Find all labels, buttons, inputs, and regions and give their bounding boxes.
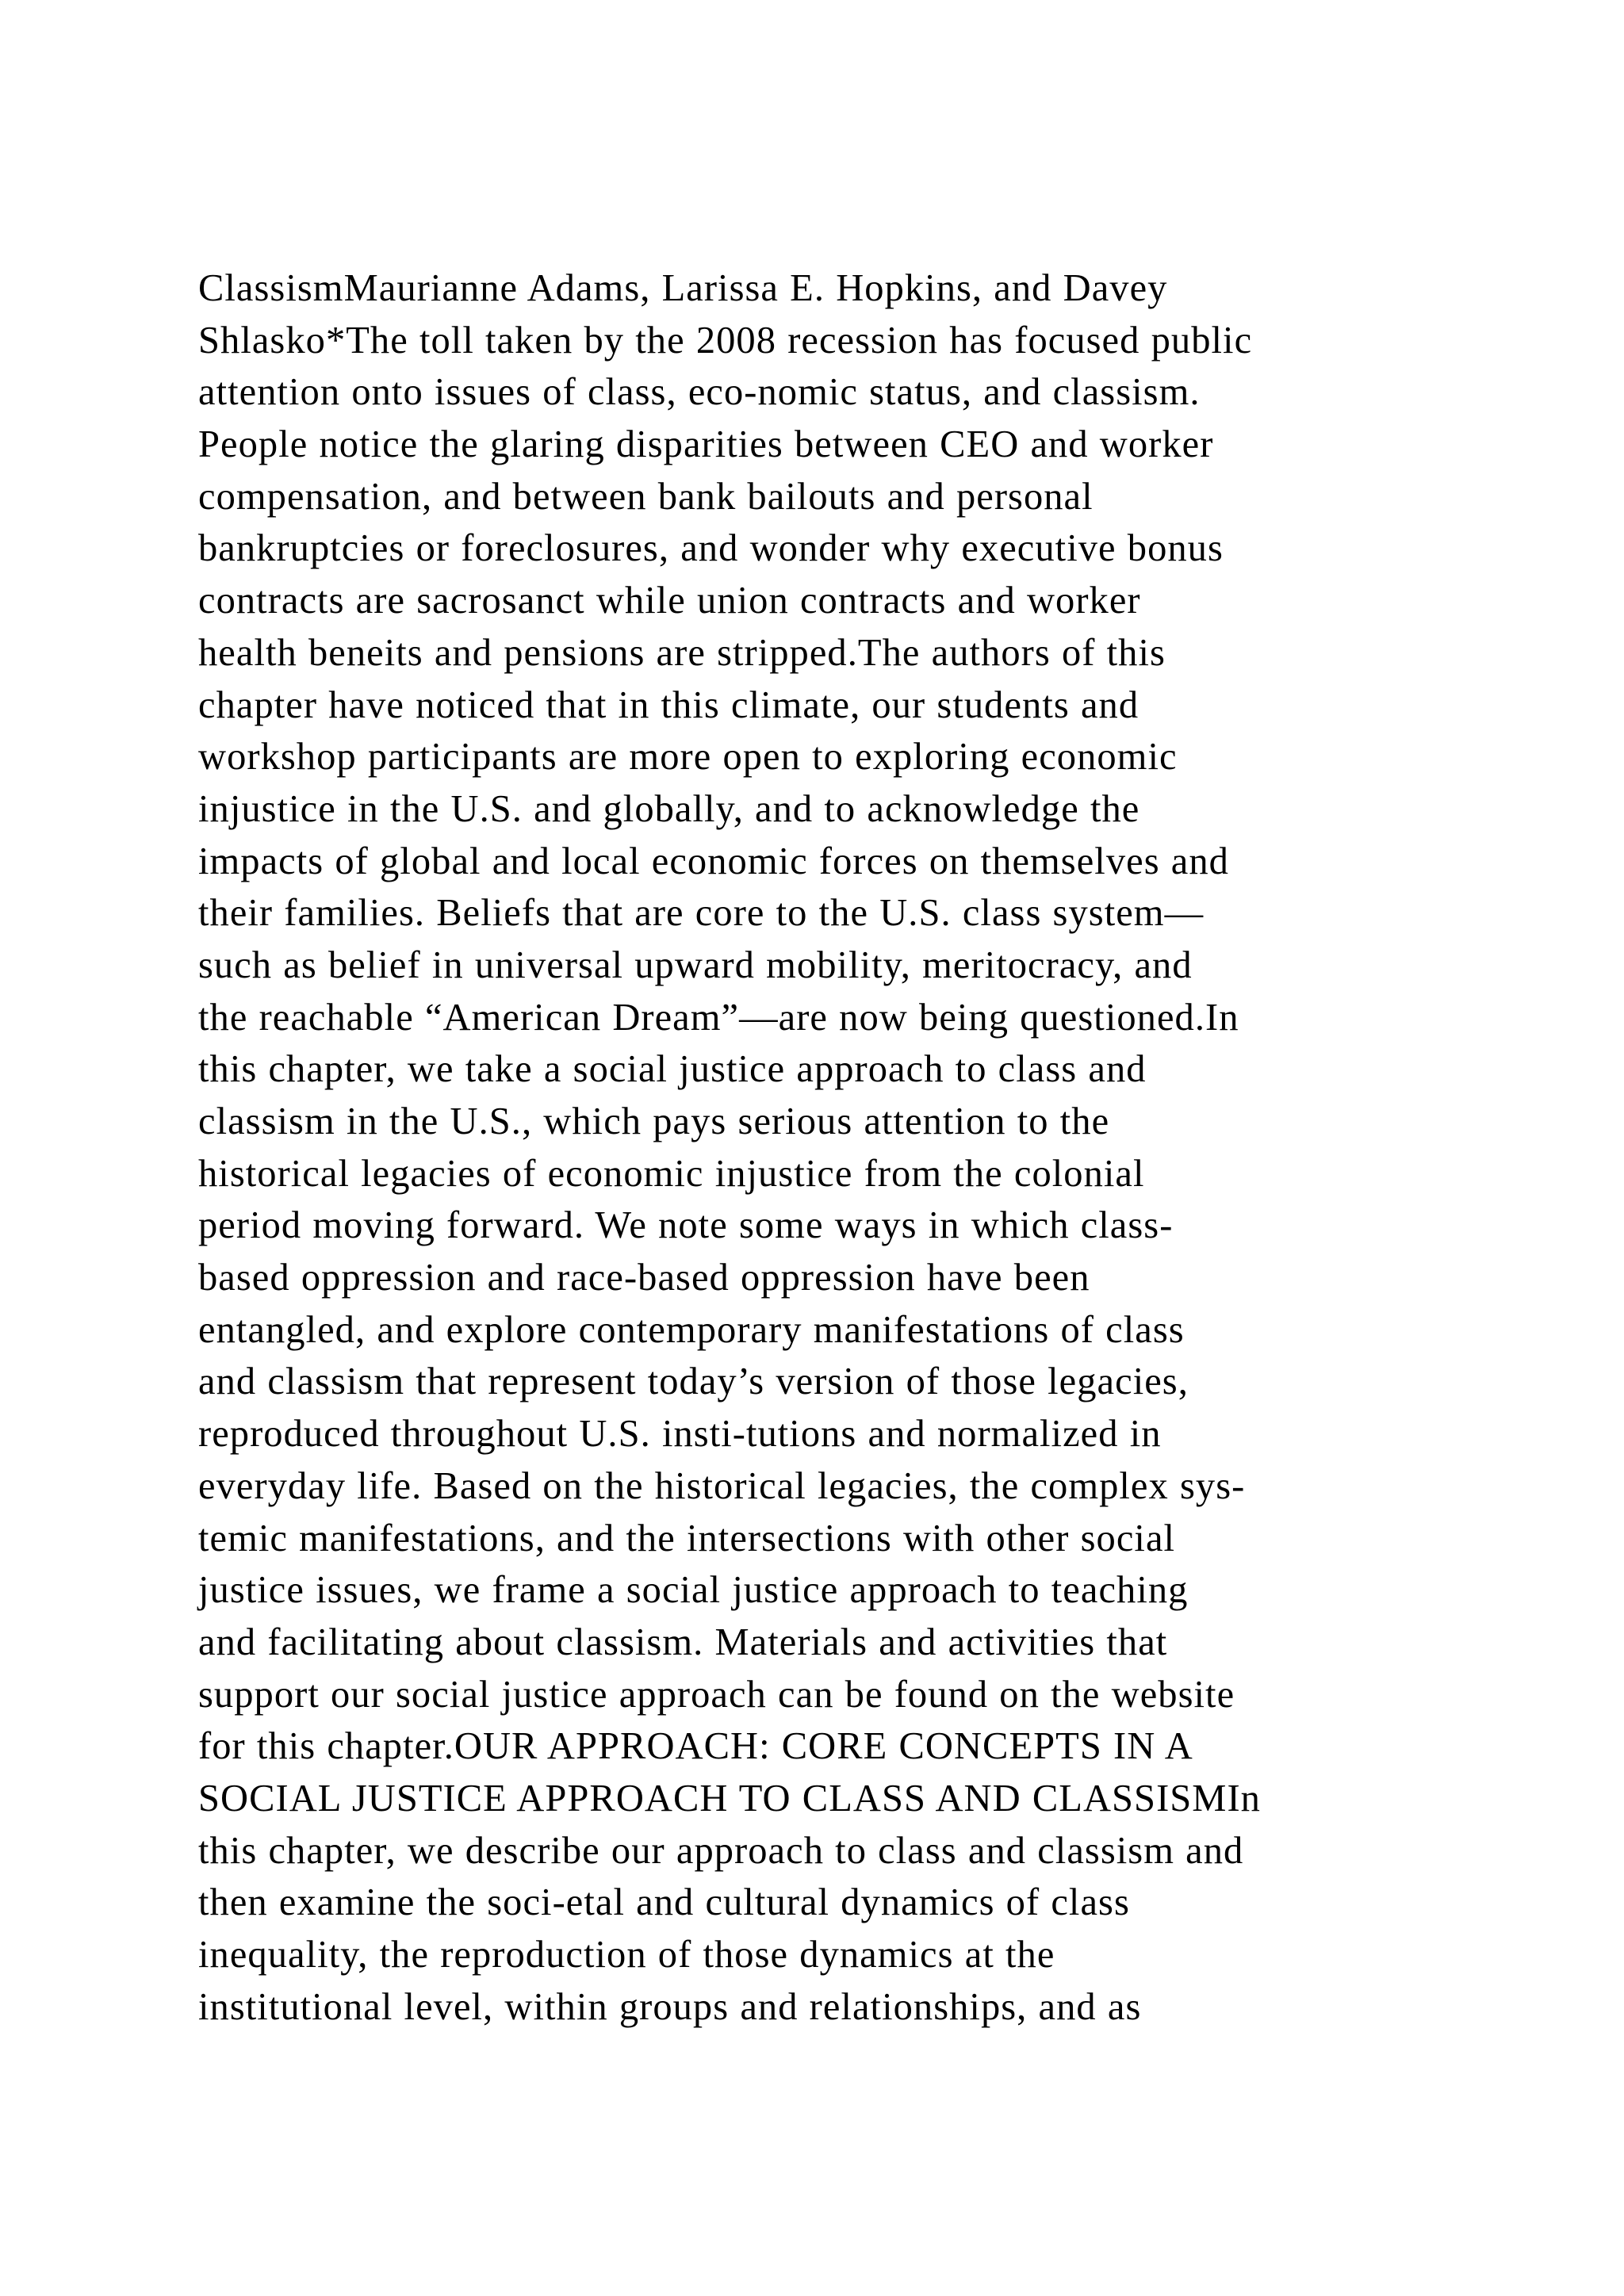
text-line: impacts of global and local economic forces on themselves and	[198, 840, 1229, 882]
text-line: reproduced throughout U.S. insti-tutions and normalized in	[198, 1413, 1162, 1456]
text-line: and facilitating about classism. Materials and activities that	[198, 1621, 1168, 1663]
text-line: period moving forward. We note some ways in which class-	[198, 1204, 1174, 1247]
text-line: the reachable “American Dream”—are now being questioned.In	[198, 996, 1239, 1039]
text-line: justice issues, we frame a social justice approach to teaching	[198, 1569, 1189, 1612]
body-text	[198, 262, 1499, 2033]
text-line: for this chapter.OUR APPROACH: CORE CONCEPTS IN A	[198, 1725, 1193, 1768]
text-line: their families. Beliefs that are core to the U.S. class system—	[198, 892, 1205, 935]
text-line: this chapter, we take a social justice approach to class and	[198, 1048, 1147, 1091]
text-line: temic manifestations, and the intersections with other social	[198, 1517, 1176, 1559]
text-line: contracts are sacrosanct while union contracts and worker	[198, 580, 1141, 622]
text-line: such as belief in universal upward mobility, meritocracy, and	[198, 943, 1193, 986]
text-line: inequality, the reproduction of those dynamics at the	[198, 1934, 1055, 1976]
text-line: People notice the glaring disparities between CEO and worker	[198, 423, 1214, 466]
text-line: injustice in the U.S. and globally, and to acknowledge the	[198, 787, 1140, 830]
text-line: and classism that represent today’s version of those legacies,	[198, 1360, 1189, 1403]
text-line: based oppression and race-based oppression have been	[198, 1257, 1090, 1299]
text-line: chapter have noticed that in this climate, our students and	[198, 683, 1139, 726]
text-line: entangled, and explore contemporary manifestations of class	[198, 1308, 1185, 1351]
text-line: institutional level, within groups and relationships, and as	[198, 1985, 1142, 2028]
text-line: Shlasko*The toll taken by the 2008 recession has focused public	[198, 319, 1253, 362]
text-line: support our social justice approach can be found on the website	[198, 1673, 1235, 1716]
text-line: historical legacies of economic injustice from the colonial	[198, 1152, 1145, 1195]
text-line: SOCIAL JUSTICE APPROACH TO CLASS AND CLASSISMIn	[198, 1777, 1261, 1820]
text-line: compensation, and between bank bailouts and personal	[198, 475, 1094, 518]
text-line: attention onto issues of class, eco-nomic status, and classism.	[198, 371, 1201, 414]
text-line: bankruptcies or foreclosures, and wonder why executive bonus	[198, 527, 1224, 570]
text-line: this chapter, we describe our approach to class and classism and	[198, 1829, 1244, 1872]
text-line: then examine the soci-etal and cultural dynamics of class	[198, 1881, 1130, 1924]
text-line: ClassismMaurianne Adams, Larissa E. Hopkins, and Davey	[198, 267, 1168, 309]
text-line: everyday life. Based on the historical legacies, the complex sys-	[198, 1464, 1246, 1507]
text-line: workshop participants are more open to exploring economic	[198, 736, 1178, 779]
text-line: classism in the U.S., which pays serious attention to the	[198, 1100, 1110, 1142]
text-line: health beneits and pensions are stripped.The authors of this	[198, 631, 1166, 674]
